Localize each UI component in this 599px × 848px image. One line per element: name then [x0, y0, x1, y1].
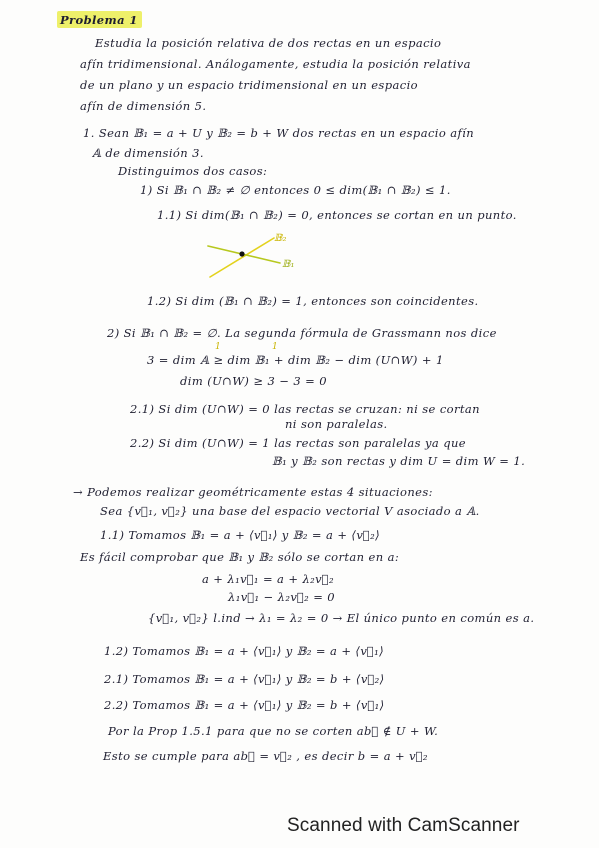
grassmann-annotation: 1: [272, 342, 279, 352]
case-line: 2.1) Si dim (U∩W) = 0 las rectas se cruzan: ni se cortan: [130, 402, 480, 416]
line-b2: [210, 238, 274, 277]
formula-line: a + λ₁v⃗₁ = a + λ₂v⃗₂: [202, 572, 334, 586]
case-line: 1.2) Si dim (𝔹₁ ∩ 𝔹₂) = 1, entonces son coincidentes.: [147, 294, 479, 308]
statement-line: Estudia la posición relativa de dos rectas en un espacio: [95, 36, 442, 50]
solution-line: Distinguimos dos casos:: [118, 164, 268, 178]
formula-line: 3 = dim 𝔸 ≥ dim 𝔹₁ + dim 𝔹₂ − dim (U∩W) + 1: [147, 353, 444, 367]
section-line: → Podemos realizar geométricamente estas 4 situaciones:: [73, 485, 433, 499]
solution-line: 𝔸 de dimensión 3.: [92, 146, 204, 160]
label-b2: 𝔹₂: [274, 233, 287, 244]
intersecting-lines-diagram: [200, 226, 310, 282]
section-line: Sea {v⃗₁, v⃗₂} una base del espacio vectorial V asociado a 𝔸.: [100, 504, 480, 518]
example-line: 1.1) Tomamos 𝔹₁ = a + ⟨v⃗₁⟩ y 𝔹₂ = a + ⟨v⃗₂⟩: [100, 528, 381, 542]
formula-line: dim (U∩W) ≥ 3 − 3 = 0: [180, 374, 327, 388]
statement-line: afín de dimensión 5.: [80, 99, 207, 113]
case-line: 𝔹₁ y 𝔹₂ son rectas y dim U = dim W = 1.: [272, 454, 526, 468]
case-line: 1.1) Si dim(𝔹₁ ∩ 𝔹₂) = 0, entonces se cortan en un punto.: [157, 208, 517, 222]
label-b1: 𝔹₁: [282, 259, 295, 270]
statement-line: afín tridimensional. Análogamente, estudia la posición relativa: [80, 57, 471, 71]
example-line: 2.2) Tomamos 𝔹₁ = a + ⟨v⃗₁⟩ y 𝔹₂ = b + ⟨v⃗₁⟩: [104, 698, 385, 712]
formula-line: λ₁v⃗₁ − λ₂v⃗₂ = 0: [228, 590, 336, 604]
example-line: Esto se cumple para ab⃗ = v⃗₂ , es decir b = a + v⃗₂: [103, 749, 428, 763]
formula-line: {v⃗₁, v⃗₂} l.ind → λ₁ = λ₂ = 0 → El único punto en común es a.: [148, 611, 535, 625]
case-line: 2.2) Si dim (U∩W) = 1 las rectas son paralelas ya que: [130, 436, 466, 450]
example-line: Por la Prop 1.5.1 para que no se corten ab⃗ ∉ U + W.: [108, 724, 439, 738]
example-line: 2.1) Tomamos 𝔹₁ = a + ⟨v⃗₁⟩ y 𝔹₂ = b + ⟨v⃗₂⟩: [104, 672, 385, 686]
solution-line: 1. Sean 𝔹₁ = a + U y 𝔹₂ = b + W dos rectas en un espacio afín: [83, 126, 475, 140]
intersection-point: [239, 251, 244, 256]
case-line: 2) Si 𝔹₁ ∩ 𝔹₂ = ∅. La segunda fórmula de Grassmann nos dice: [107, 326, 497, 340]
example-line: Es fácil comprobar que 𝔹₁ y 𝔹₂ sólo se cortan en a:: [80, 550, 400, 564]
case-line: 1) Si 𝔹₁ ∩ 𝔹₂ ≠ ∅ entonces 0 ≤ dim(𝔹₁ ∩ 𝔹₂) ≤ 1.: [140, 183, 451, 197]
statement-line: de un plano y un espacio tridimensional en un espacio: [80, 78, 418, 92]
example-line: 1.2) Tomamos 𝔹₁ = a + ⟨v⃗₁⟩ y 𝔹₂ = a + ⟨v⃗₁⟩: [104, 644, 385, 658]
case-line: ni son paralelas.: [285, 417, 388, 431]
camscanner-watermark: Scanned with CamScanner: [287, 815, 520, 836]
heading-highlight: Problema 1: [57, 11, 142, 28]
grassmann-annotation: 1: [215, 342, 222, 352]
problem-heading: [57, 15, 142, 27]
